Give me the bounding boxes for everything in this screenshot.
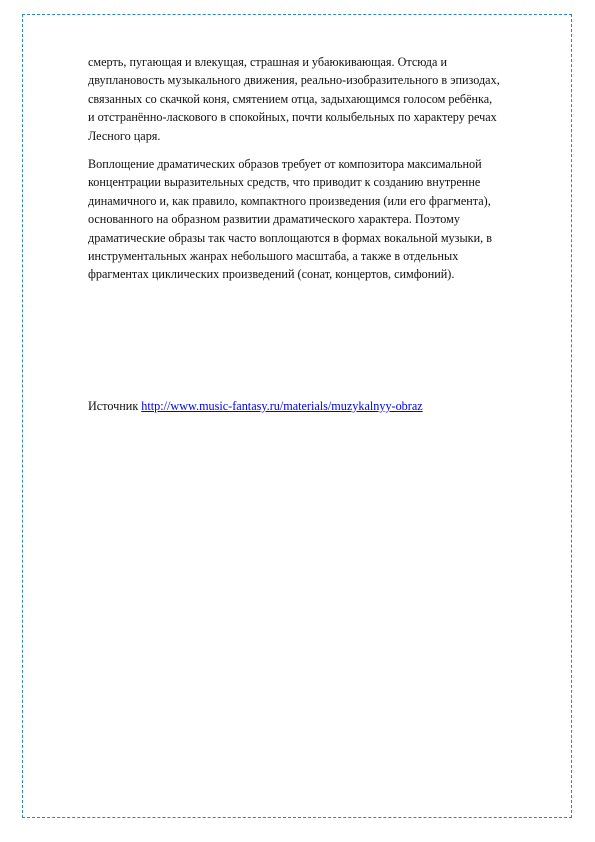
source-line [88, 397, 528, 415]
source-label: Источник [88, 399, 139, 413]
paragraph-1: смерть, пугающая и влекущая, страшная и убаюкивающая. Отсюда и двуплановость музыкального движения, реально-изобразительного в эпизодах, связанных со скачкой коня, смятением отца, задыхающимся голосом ребёнка, и отстранённо-ласкового в спокойных, почти колыбельных по характеру речах Лесного царя. [88, 55, 500, 143]
document-body [88, 53, 518, 294]
source-link[interactable]: http://www.music-fantasy.ru/materials/muzykalnyy-obraz [141, 399, 423, 413]
paragraph-2: Воплощение драматических образов требует от композитора максимальной концентрации выразительных средств, что приводит к созданию внутренне динамичного и, как правило, компактного произведения (или его фрагмента), основанного на образном развитии драматического характера. Поэтому драматические образы так часто воплощаются в формах вокальной музыки, в инструментальных жанрах небольшого масштаба, а также в отдельных фрагментах циклических произведений (сонат, концертов, симфоний). [88, 157, 492, 282]
